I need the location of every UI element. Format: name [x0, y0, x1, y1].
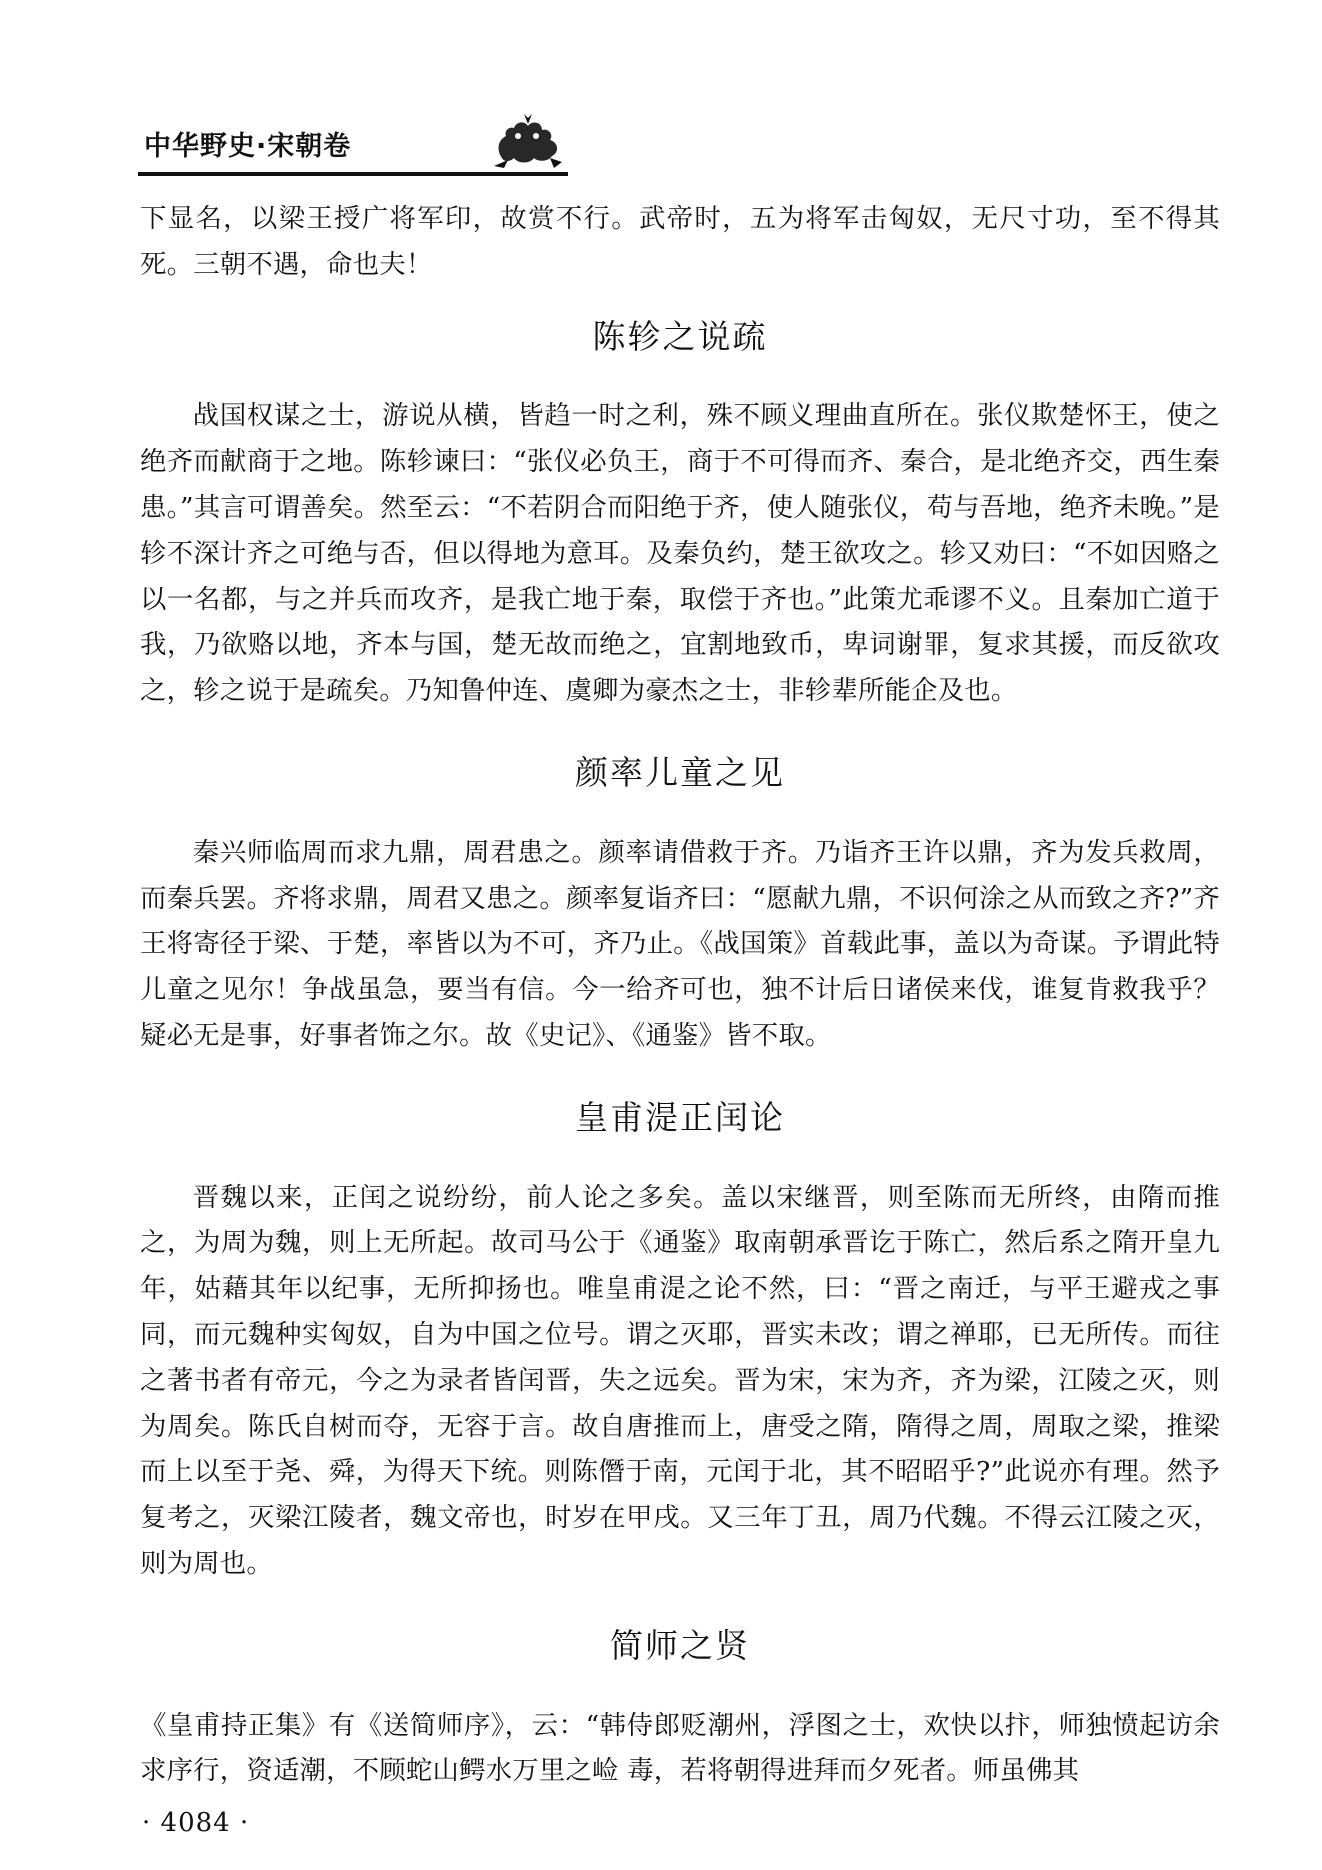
section-heading-yan-lv: 颜率儿童之见: [575, 752, 785, 792]
intro-paragraph: 下显名，以梁王授广将军印，故赏不行。武帝时，五为将军击匈奴，无尺寸功，至不得其死。三朝不遇，命也夫！: [140, 203, 1220, 280]
main-text: [140, 196, 1220, 1794]
section-text-chen-zhen: 战国权谋之士，游说从横，皆趋一时之利，殊不顾义理曲直所在。张仪欺楚怀王，使之绝齐而献商于之地。陈轸谏曰：“张仪必负王，商于不可得而齐、秦合，是北绝齐交，西生秦患。”其言可谓善矣。然至云：“不若阴合而阳绝于齐，使人随张仪，苟与吾地，绝齐未晚。”是轸不深计齐之可绝与否，但以得地为意耳。及秦负约，楚王欲攻之。轸又劝曰：“不如因赂之以一名都，与之并兵而攻齐，是我亡地于秦，取偿于齐也。”此策尤乖谬不义。且秦加亡道于我，乃欲赂以地，齐本与国，楚无故而绝之，宜割地致币，卑词谢罪，复求其援，而反欲攻之，轸之说于是疏矣。乃知鲁仲连、虞卿为豪杰之士，非轸辈所能企及也。: [140, 400, 1221, 707]
book-title: 中华野史·宋朝卷: [144, 131, 352, 162]
section-text-yan-lv: 秦兴师临周而求九鼎，周君患之。颜率请借救于齐。乃诣齐王许以鼎，齐为发兵救周，而秦兵罢。齐将求鼎，周君又患之。颜率复诣齐曰：“愿献九鼎，不识何涂之从而致之齐?”齐王将寄径于梁、于楚，率皆以为不可，齐乃止。《战国策》首载此事，盖以为奇谋。予谓此特儿童之见尔！争战虽急，要当有信。今一给齐可也，独不计后日诸侯来伐，谁复肯救我乎？疑必无是事，好事者饰之尔。故《史记》、《通鉴》皆不取。: [140, 836, 1220, 1051]
section-heading-jian-shi: 简师之贤: [610, 1625, 750, 1665]
page-number: · 4084 ·: [142, 1808, 250, 1838]
section-heading-chen-zhen: 陈轸之说疏: [592, 316, 768, 356]
running-header: [138, 118, 568, 176]
section-heading-huangfu-shi: 皇甫湜正闰论: [575, 1097, 785, 1137]
section-text-jian-shi: 《皇甫持正集》有《送简师序》，云：“韩侍郎贬潮州，浮图之士，欢快以抃，师独愤起访余求序行，资适潮，不顾蛇山鳄水万里之崄 毒，若将朝得进拜而夕死者。师虽佛其: [140, 1709, 1220, 1787]
dragon-emblem-icon: [488, 110, 568, 170]
section-text-huangfu-shi: 晋魏以来，正闰之说纷纷，前人论之多矣。盖以宋继晋，则至陈而无所终，由隋而推之，为周为魏，则上无所起。故司马公于《通鉴》取南朝承晋讫于陈亡，然后系之隋开皇九年，姑藉其年以纪事，无所抑扬也。唯皇甫湜之论不然，曰：“晋之南迁，与平王避戎之事同，而元魏种实匈奴，自为中国之位号。谓之灭耶，晋实未改；谓之禅耶，已无所传。而往之著书者有帝元，今之为录者皆闰晋，失之远矣。晋为宋，宋为齐，齐为梁，江陵之灭，则为周矣。陈氏自树而夺，无容于言。故自唐推而上，唐受之隋，隋得之周，周取之梁，推梁而上以至于尧、舜，为得天下统。则陈僭于南，元闰于北，其不昭昭乎?”此说亦有理。然予复考之，灭梁江陵者，魏文帝也，时岁在甲戌。又三年丁丑，周乃代魏。不得云江陵之灭，则为周也。: [140, 1181, 1220, 1579]
